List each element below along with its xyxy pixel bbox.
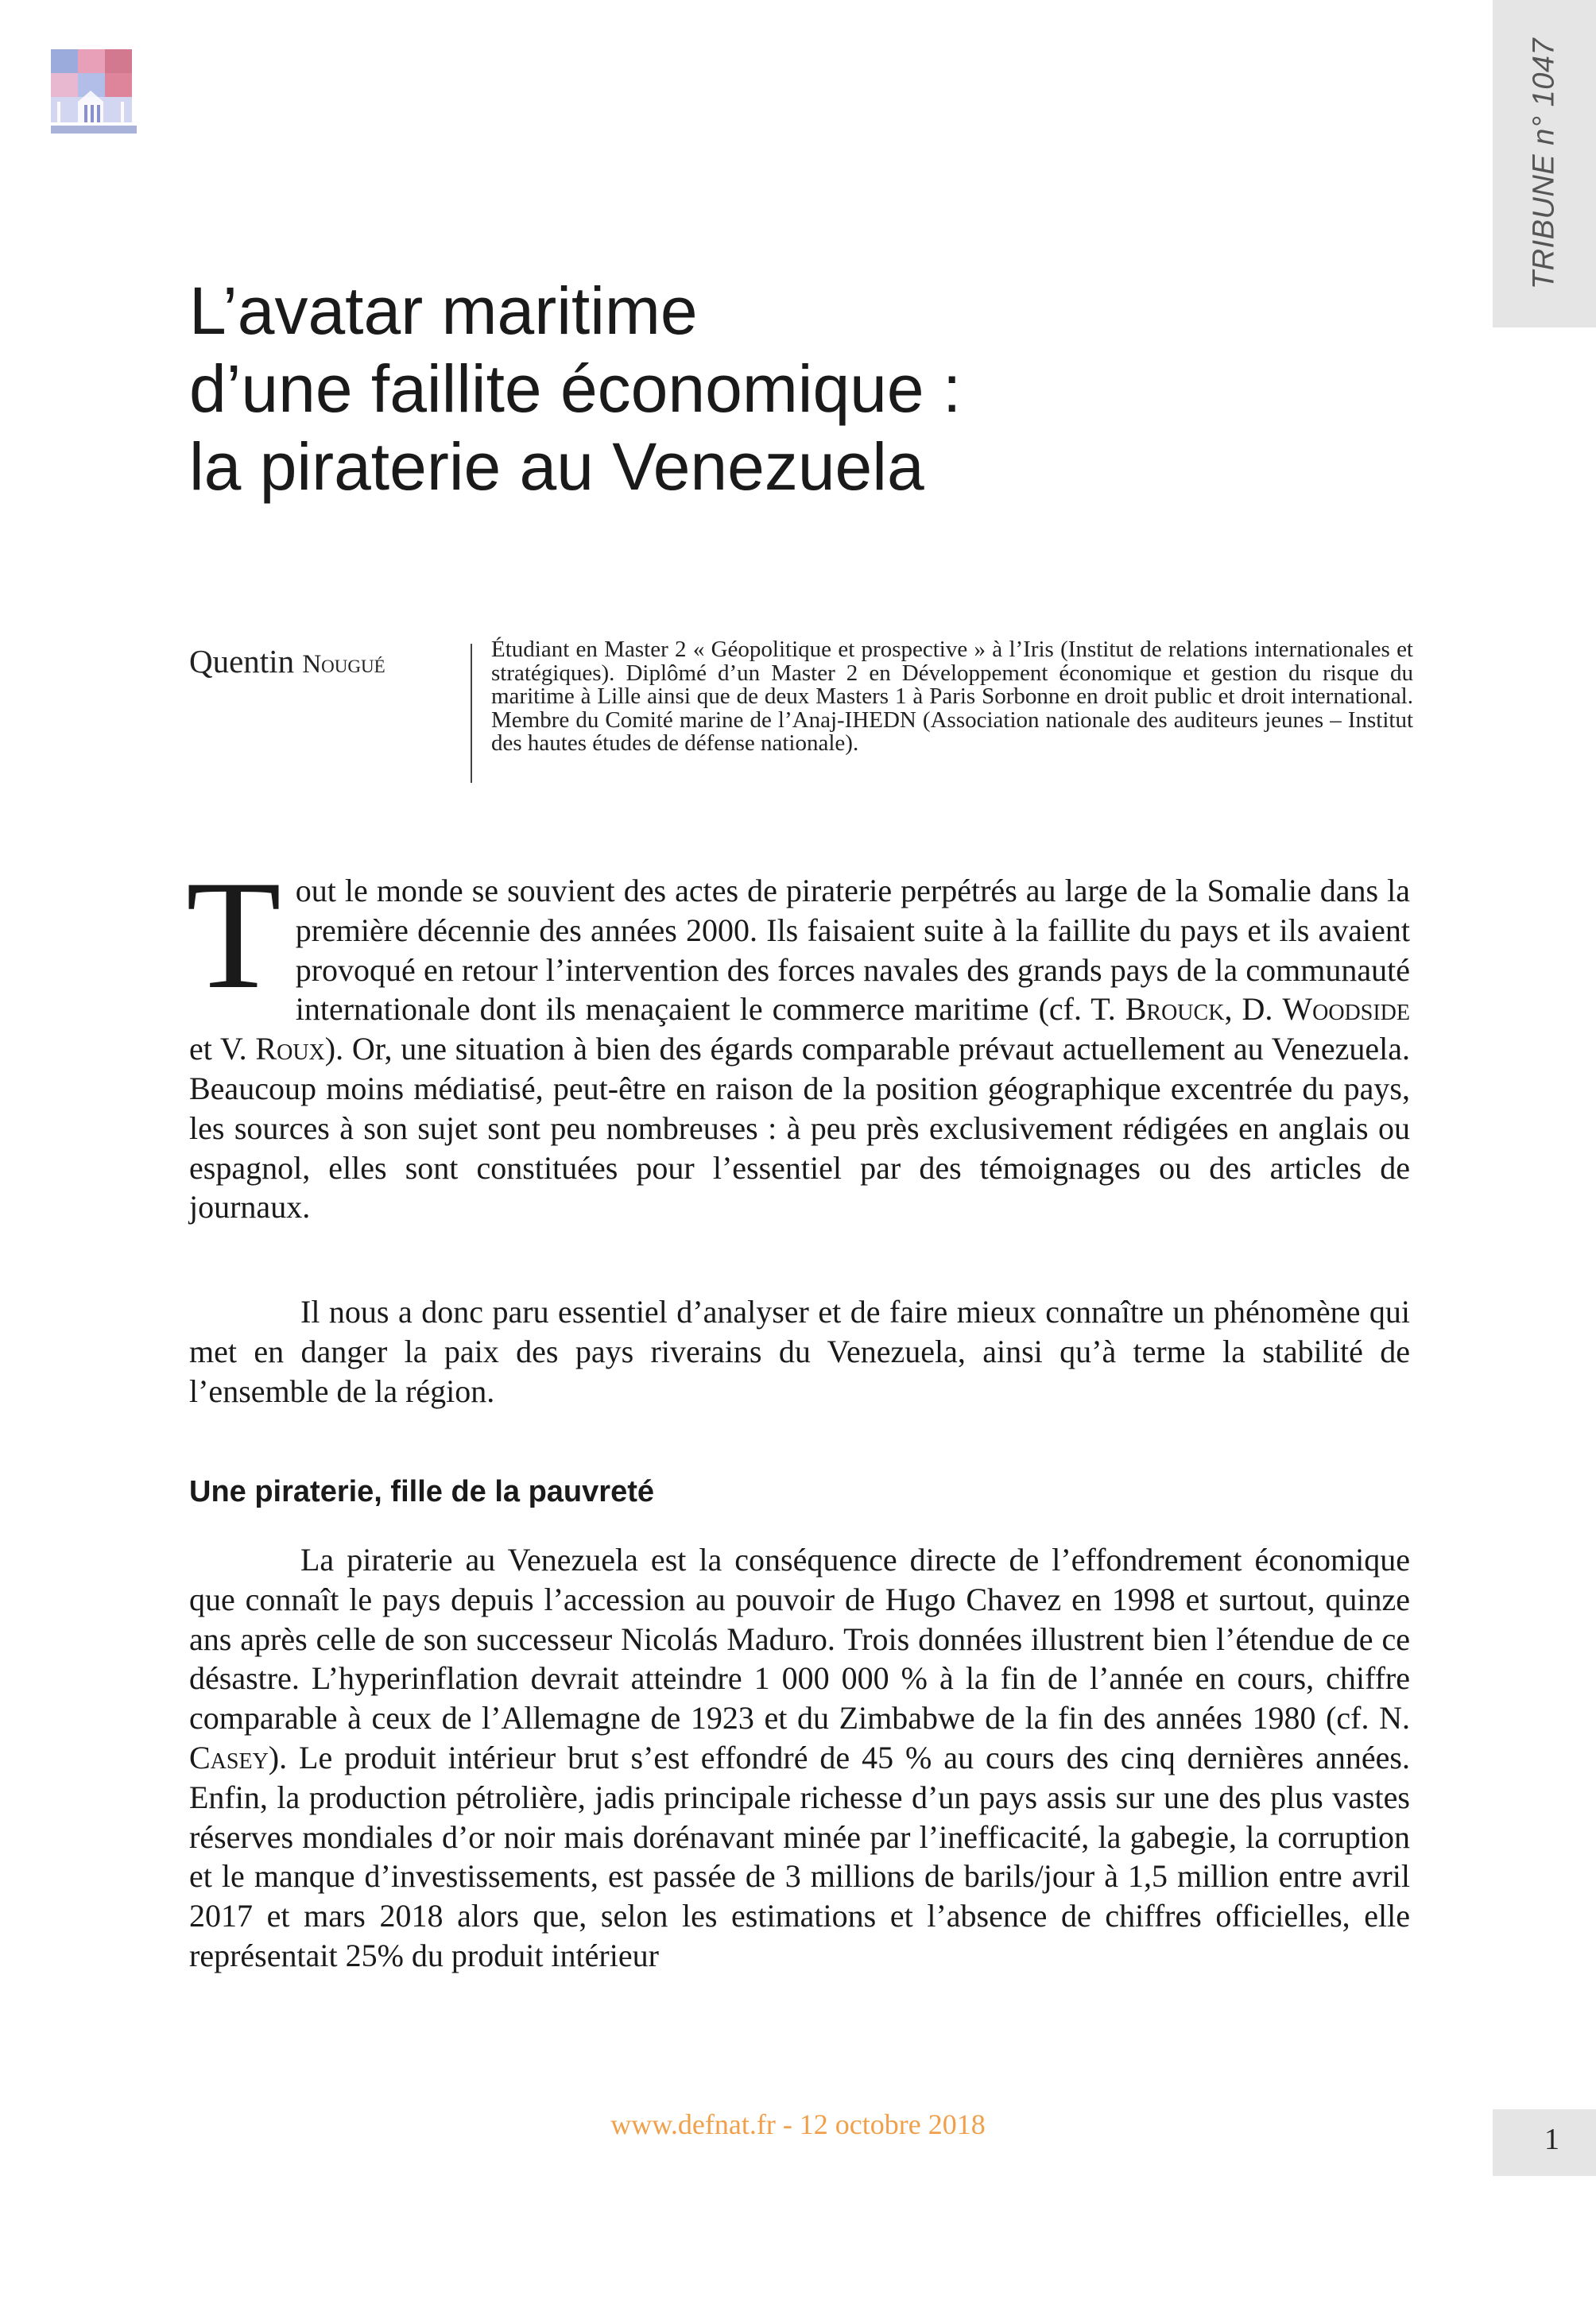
- defnat-logo-icon: [46, 46, 141, 143]
- footer-site-date: www.defnat.fr - 12 octobre 2018: [610, 2108, 986, 2140]
- title-line: la piraterie au Venezuela: [189, 429, 924, 504]
- author-last-name: Nougué: [302, 650, 385, 679]
- author-divider: [471, 644, 472, 783]
- title-line: d’une faillite économique :: [189, 351, 962, 426]
- tribune-side-tab: [1493, 0, 1596, 327]
- tribune-number: TRIBUNE n° 1047: [1527, 37, 1561, 290]
- text-run: out le monde se souvient des actes de piraterie perpétrés au large de la Somalie dans la première décennie des années 2000. Ils faisaient suite à la faillite du pays et ils avaient provoqué en retour l’intervention des forces navales des grands pays de la communauté internationale dont ils menaçaient le commerce maritime (cf. T.: [295, 873, 1410, 1028]
- author-name: [189, 642, 385, 680]
- text-run: ). Le produit intérieur brut s’est effondré de 45 % au cours des cinq dernières années. Enfin, la production pétrolière, jadis principale richesse d’un pays assis sur une des plus vastes réserves mondiales d’or noir mais dorénavant minée par l’inefficacité, la gabegie, la corruption et le manque d’investissements, est passée de 3 millions de barils/jour à 1,5 million entre avril 2017 et mars 2018 alors que, selon les estimations et l’absence de chiffres officielles, elle représentait 25% du produit intérieur: [189, 1739, 1410, 1973]
- cited-author: Casey: [189, 1739, 269, 1775]
- text-run: et V.: [189, 1031, 256, 1067]
- text-run: ). Or, une situation à bien des égards comparable prévaut actuellement au Venezuela. Beaucoup moins médiatisé, peut-être en raison de la position géographique excentrée du pays, les sources à son sujet sont peu nombreuses : à peu près exclusivement rédigées en anglais ou espagnol, elles sont constituées pour l’essentiel par des témoignages ou des articles de journaux.: [189, 1031, 1411, 1226]
- text-run: , D.: [1224, 991, 1283, 1028]
- author-first-name: Quentin: [189, 643, 295, 680]
- article-paragraph: Il nous a donc paru essentiel d’analyser et de faire mieux connaître un phénomène qui met en danger la paix des pays riverains du Venezuela, ainsi qu’à terme la stabilité de l’ensemble de la région.: [189, 1294, 1410, 1409]
- article-title: [189, 272, 1302, 505]
- title-line: L’avatar maritime: [189, 273, 698, 348]
- section-heading: Une piraterie, fille de la pauvreté: [189, 1475, 654, 1508]
- author-bio: Étudiant en Master 2 « Géopolitique et prospective » à l’Iris (Institut de relations internationales et stratégiques). Diplômé d’un Master 2 en Développement économique et gestion du risque du maritime à Lille ainsi que de deux Masters 1 à Paris Sorbonne en droit public et droit international. Membre du Comité marine de l’Anaj-IHEDN (Association nationale des auditeurs jeunes – Institut des hautes études de défense nationale).: [491, 637, 1413, 756]
- page-number: 1: [1544, 2123, 1559, 2156]
- cited-author: Roux: [255, 1031, 325, 1067]
- text-run: La piraterie au Venezuela est la conséquence directe de l’effondrement économique que connaît le pays depuis l’accession au pouvoir de Hugo Chavez en 1998 et surtout, quinze ans après celle de son successeur Nicolás Maduro. Trois données illustrent bien l’étendue de ce désastre. L’hyperinflation devrait atteindre 1 000 000 % à la fin de l’année en cours, chiffre comparable à ceux de l’Allemagne de 1923 et du Zimbabwe de la fin des années 1980 (cf. N.: [189, 1542, 1410, 1737]
- drop-cap: T: [186, 849, 281, 1021]
- article-paragraph: [186, 849, 1411, 1227]
- cited-author: Brouck: [1125, 991, 1225, 1028]
- cited-author: Woodside: [1282, 991, 1410, 1028]
- article-paragraph: [189, 1540, 1410, 1976]
